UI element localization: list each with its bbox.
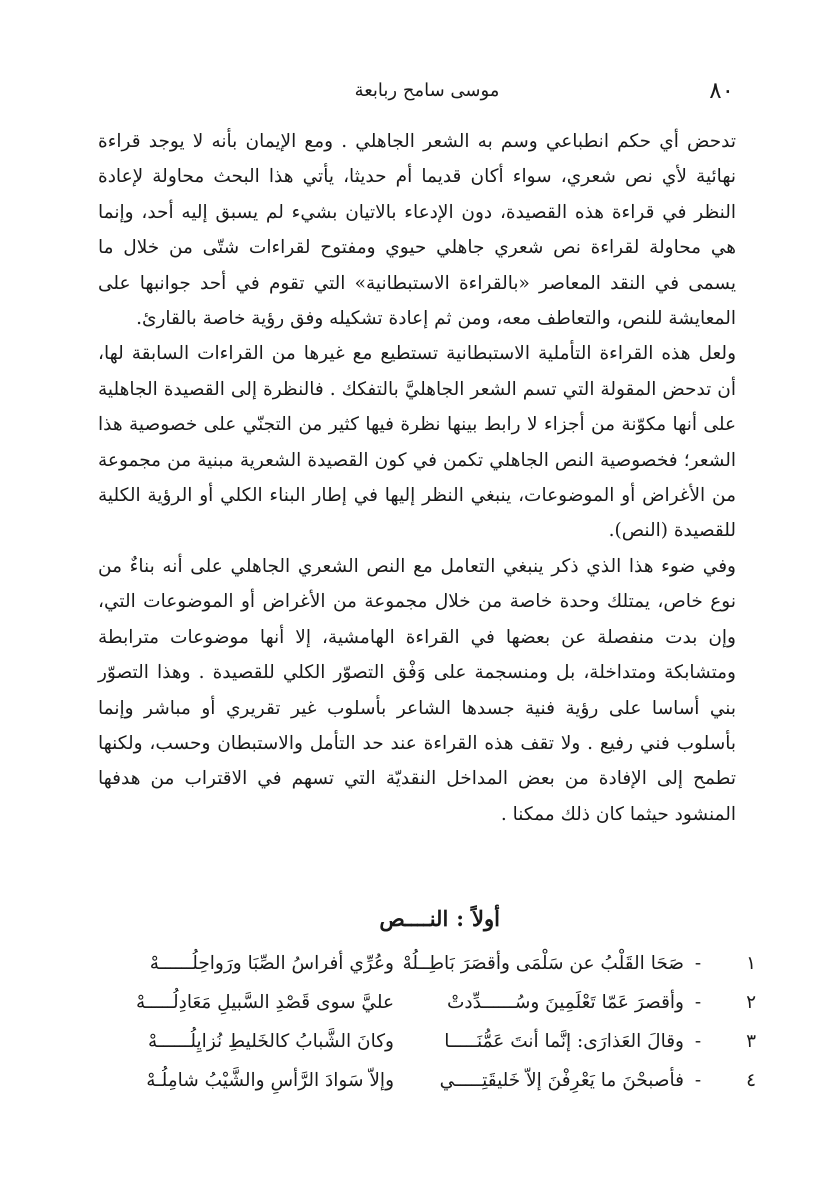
verse-dash: - [694, 1031, 702, 1052]
verse-number: ١ [746, 953, 756, 974]
section-separator: : [456, 906, 465, 931]
verse-dash: - [694, 1070, 702, 1091]
paragraph-3: وفي ضوء هذا الذي ذكر ينبغي التعامل مع النص الشعري الجاهلي على أنه بناءٌ من نوع خاص، يمتلك وحدة خاصة من خلال مجموعة من الأغراض أو الموضوعات التي، وإن بدت منفصلة عن بعضها في القراءة الهامشية، إلا أنها موضوعات مترابطة ومتشابكة ومتداخلة، بل ومنسجمة على وَفْق التصوّر الكلي للقصيدة . وهذا التصوّر بني أساسا على رؤية فنية جسدها الشاعر بأسلوب غير تقريري أو مباشر وإنما بأسلوب فني رفيع . ولا تقف هذه القراءة عند حد التأمل والاستبطان وحسب، ولكنها تطمح إلى الإفادة من بعض المداخل النقديّة التي تسهم في الاقتراب من هدفها المنشود حيثما كان ذلك ممكنا . [98, 555, 736, 825]
verse-first-hemistich: وقالَ العَذارَى: إنَّما أنتَ عَمُّنَـــــا [444, 1031, 684, 1052]
verse-line [56, 1022, 756, 1061]
paragraph-1: تدحض أي حكم انطباعي وسم به الشعر الجاهلي . ومع الإيمان بأنه لا يوجد قراءة نهائية لأي نص شعري، سواء أكان قديما أم حديثا، يأتي هذا البحث محاولة لإعادة النظر في قراءة هذه القصيدة، دون الإدعاء بالاتيان بشيء لم يسبق إليه أحد، وإنما هي محاولة لقراءة نص شعري جاهلي حيوي ومفتوح لقراءات شتّى من خلال ما يسمى في النقد المعاصر «بالقراءة الاستبطانية» التي تقوم في أحد جوانبها على المعايشة للنص، والتعاطف معه، ومن ثم إعادة تشكيله وفق رؤية خاصة بالقارئ. [98, 131, 736, 330]
section-heading [379, 906, 500, 931]
verse-dash: - [694, 953, 702, 974]
page-number: ٨٠ [709, 78, 734, 104]
verse-second-hemistich: عليَّ سوى قَصْدِ السَّبيلِ مَعَادِلُـــــهْ [135, 992, 394, 1013]
verse-line [56, 944, 756, 983]
verse-number: ٢ [746, 992, 756, 1013]
verse-second-hemistich: وإلاّ سَوادَ الرَّأسِ والشَّيْبُ شامِلُـهْ [146, 1070, 394, 1091]
verse-second-hemistich: وكانَ الشَّبابُ كالخَليطِ نُزايِلُــــــهْ [147, 1031, 394, 1052]
verse-first-hemistich: صَحَا القَلْبُ عن سَلْمَى وأقصَرَ بَاطِــلُهْ [402, 953, 684, 974]
section-numeral: أولاً [472, 906, 500, 931]
paragraph-2: ولعل هذه القراءة التأملية الاستبطانية تستطيع مع غيرها من القراءات السابقة لها، أن تدحض المقولة التي تسم الشعر الجاهليَّ بالتفكك . فالنظرة إلى القصيدة الجاهلية على أنها مكوّنة من أجزاء لا رابط بينها نظرة فيها كثير من التجنّي على خصوصية هذا الشعر؛ فخصوصية النص الجاهلي تكمن في كون القصيدة الشعرية مبنية من مجموعة من الأغراض أو الموضوعات، ينبغي النظر إليها في إطار البناء الكلي أو الرؤية الكلية للقصيدة (النص). [98, 343, 736, 542]
poem [56, 944, 756, 1100]
running-head: موسى سامح ربابعة [354, 80, 500, 101]
section-title-text: النــــص [379, 906, 449, 931]
verse-line [56, 1061, 756, 1100]
verse-second-hemistich: وعُرِّي أفراسُ الصِّبَا ورَواحِلُــــــهْ [149, 953, 394, 974]
verse-dash: - [694, 992, 702, 1013]
body-text [98, 124, 736, 832]
verse-line [56, 983, 756, 1022]
page-header [120, 78, 734, 106]
verse-first-hemistich: فأصبحْنَ ما يَعْرِفْنَ إلاّ خَليقَتِـــــي [439, 1070, 684, 1091]
verse-number: ٤ [746, 1070, 756, 1091]
verse-number: ٣ [746, 1031, 756, 1052]
verse-first-hemistich: وأقصرَ عَمّا تَعْلَمِينَ وسُــــــدِّدتْ [446, 992, 684, 1013]
